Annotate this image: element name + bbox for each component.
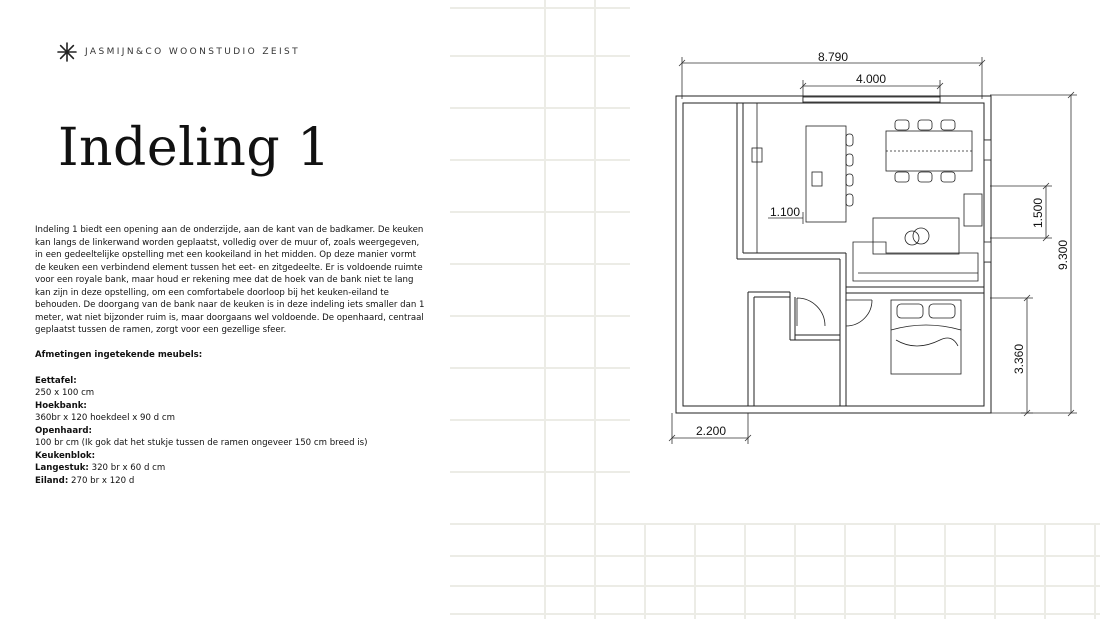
- floor-plan: [650, 44, 1090, 448]
- kitchen-block-label: Keukenblok:: [35, 450, 96, 461]
- fireplace-label: Openhaard:: [35, 425, 92, 436]
- corner-sofa-value: 360br x 120 hoekdeel x 90 d cm: [35, 413, 175, 424]
- long-piece-label: Langestuk:: [35, 463, 89, 474]
- dim-kitchen-width: 1.100: [770, 205, 801, 219]
- dining-table: [886, 120, 972, 182]
- bed: [891, 300, 961, 374]
- walls: [676, 96, 991, 413]
- fireplace-value: 100 br cm (Ik gok dat het stukje tussen de ramen ongeveer 150 cm breed is): [35, 438, 368, 449]
- brand-name: JASMIJN&CO WOONSTUDIO ZEIST: [85, 47, 301, 57]
- dining-table-label: Eettafel:: [35, 375, 77, 386]
- dining-table-value: 250 x 100 cm: [35, 388, 95, 399]
- dim-total-width: 8.790: [818, 50, 849, 64]
- kitchen: [752, 103, 853, 253]
- windows: [803, 97, 991, 262]
- doors: [797, 298, 872, 326]
- dim-right-window: 1.500: [1031, 197, 1045, 228]
- dim-bedroom-height: 3.360: [1012, 343, 1026, 374]
- dim-total-height: 9.300: [1056, 239, 1070, 270]
- furniture-heading: Afmetingen ingetekende meubels:: [35, 350, 203, 361]
- long-piece-value: 320 br x 60 d cm: [91, 463, 166, 474]
- page-title: Indeling 1: [58, 118, 331, 178]
- brand: [57, 42, 300, 62]
- island-value: 270 br x 120 d: [71, 475, 135, 486]
- living-area: [853, 194, 982, 281]
- content-block: [35, 224, 425, 487]
- corner-sofa-label: Hoekbank:: [35, 400, 87, 411]
- asterisk-icon: [57, 42, 77, 62]
- description-paragraph: Indeling 1 biedt een opening aan de onderzijde, aan de kant van de badkamer. De keuken kan langs de linkerwand worden geplaatst, volledig over de muur of, zoals weergegeven, in een gedeeltelijke opstelling met een kookeiland in het midden. Op deze manier vormt de keuken een verbindend element tussen het eet- en zitgedeelte. Er is voldoende ruimte voor een royale bank, maar houd er rekening mee dat de hoek van de bank niet te lang kan zijn in deze opstelling, om een comfortabele doorloop bij het keuken-eiland te behouden. De doorgang van de bank naar de keuken is in deze indeling iets smaller dan 1 meter, wat niet bijzonder ruim is, maar doorgaans wel voldoende. De openhaard, centraal geplaatst tussen de ramen, zorgt voor een gezellige sfeer.: [35, 225, 425, 336]
- dim-window-width: 4.000: [856, 72, 887, 86]
- dim-bottom-left: 2.200: [696, 424, 727, 438]
- island-label: Eiland:: [35, 475, 69, 486]
